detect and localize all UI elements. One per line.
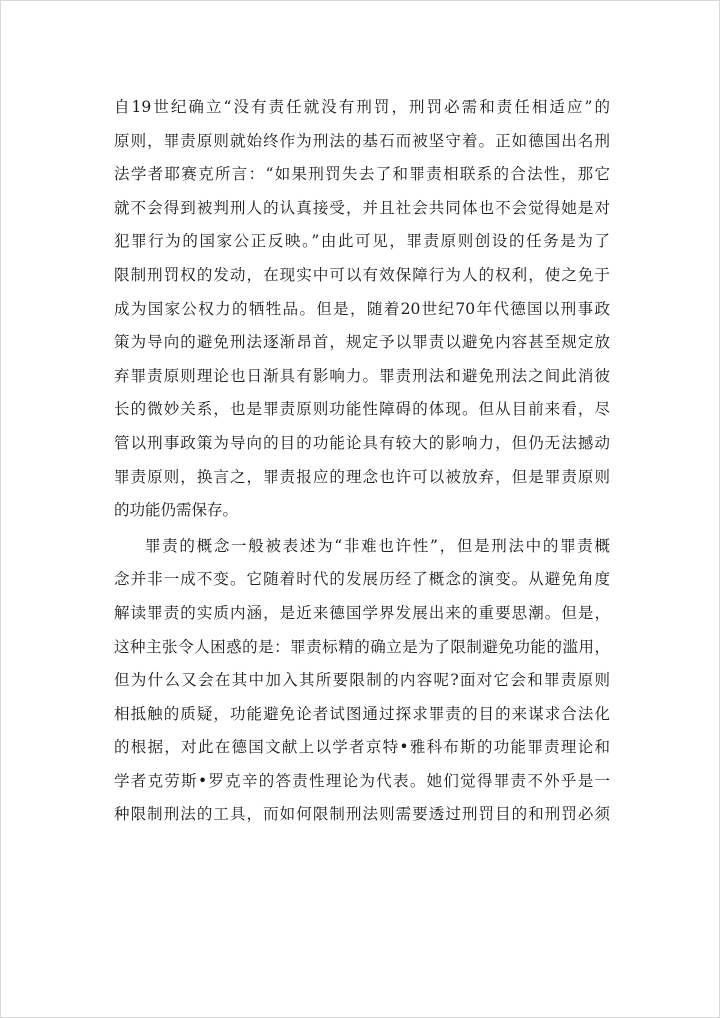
text-line: 的功能仍需保存。: [114, 501, 239, 520]
text-line: 法学者耶赛克所言：“如果刑罚失去了和罪责相联系的合法性，那它: [114, 165, 610, 184]
text-line: 犯罪行为的国家公正反映。”由此可见，罪责原则创设的任务是为了: [114, 232, 610, 251]
document-body: [114, 91, 610, 832]
text-line: 弃罪责原则理论也日渐具有影响力。罪责刑法和避免刑法之间此消彼: [114, 366, 610, 385]
text-line: 但为什么又会在其中加入其所要限制的内容呢?面对它会和罪责原则: [114, 671, 610, 690]
text-line: 念并非一成不变。它随着时代的发展历经了概念的演变。从避免角度: [114, 570, 610, 589]
paragraph-2: [114, 530, 610, 832]
text-line: 解读罪责的实质内涵，是近来德国学界发展出来的重要思潮。但是，: [114, 603, 610, 622]
text-line: 长的微妙关系，也是罪责原则功能性障碍的体现。但从目前来看，尽: [114, 400, 610, 419]
text-line: 限制刑罚权的发动，在现实中可以有效保障行为人的权利，使之免于: [114, 265, 610, 284]
text-line: 相抵触的质疑，功能避免论者试图通过探求罪责的目的来谋求合法化: [114, 704, 610, 723]
text-line: 学者克劳斯•罗克辛的答责性理论为代表。她们觉得罪责不外乎是一: [114, 771, 610, 790]
text-line: 种限制刑法的工具，而如何限制刑法则需要透过刑罚目的和刑罚必须: [114, 805, 610, 824]
text-line: 罪责的概念一般被表述为“非难也许性”，但是刑法中的罪责概: [145, 536, 610, 555]
text-line: 策为导向的避免刑法逐渐昂首，规定予以罪责以避免内容甚至规定放: [114, 333, 610, 352]
paragraph-1: [114, 91, 610, 528]
text-line: 成为国家公权力的牺牲品。但是，随着20世纪70年代德国以刑事政: [114, 299, 610, 318]
text-line: 管以刑事政策为导向的目的功能论具有较大的影响力，但仍无法撼动: [114, 433, 610, 452]
text-line: 这种主张令人困惑的是：罪责标精的确立是为了限制避免功能的滥用，: [114, 637, 610, 656]
text-line: 罪责原则，换言之，罪责报应的理念也许可以被放弃，但是罪责原则: [114, 467, 610, 486]
text-line: 原则，罪责原则就始终作为刑法的基石而被坚守着。正如德国出名刑: [114, 131, 610, 150]
text-line: 就不会得到被判刑人的认真接受，并且社会共同体也不会觉得她是对: [114, 198, 610, 217]
text-line: 自19世纪确立“没有责任就没有刑罚，刑罚必需和责任相适应”的: [114, 98, 610, 116]
text-line: 的根据，对此在德国文献上以学者京特•雅科布斯的功能罪责理论和: [114, 738, 610, 757]
